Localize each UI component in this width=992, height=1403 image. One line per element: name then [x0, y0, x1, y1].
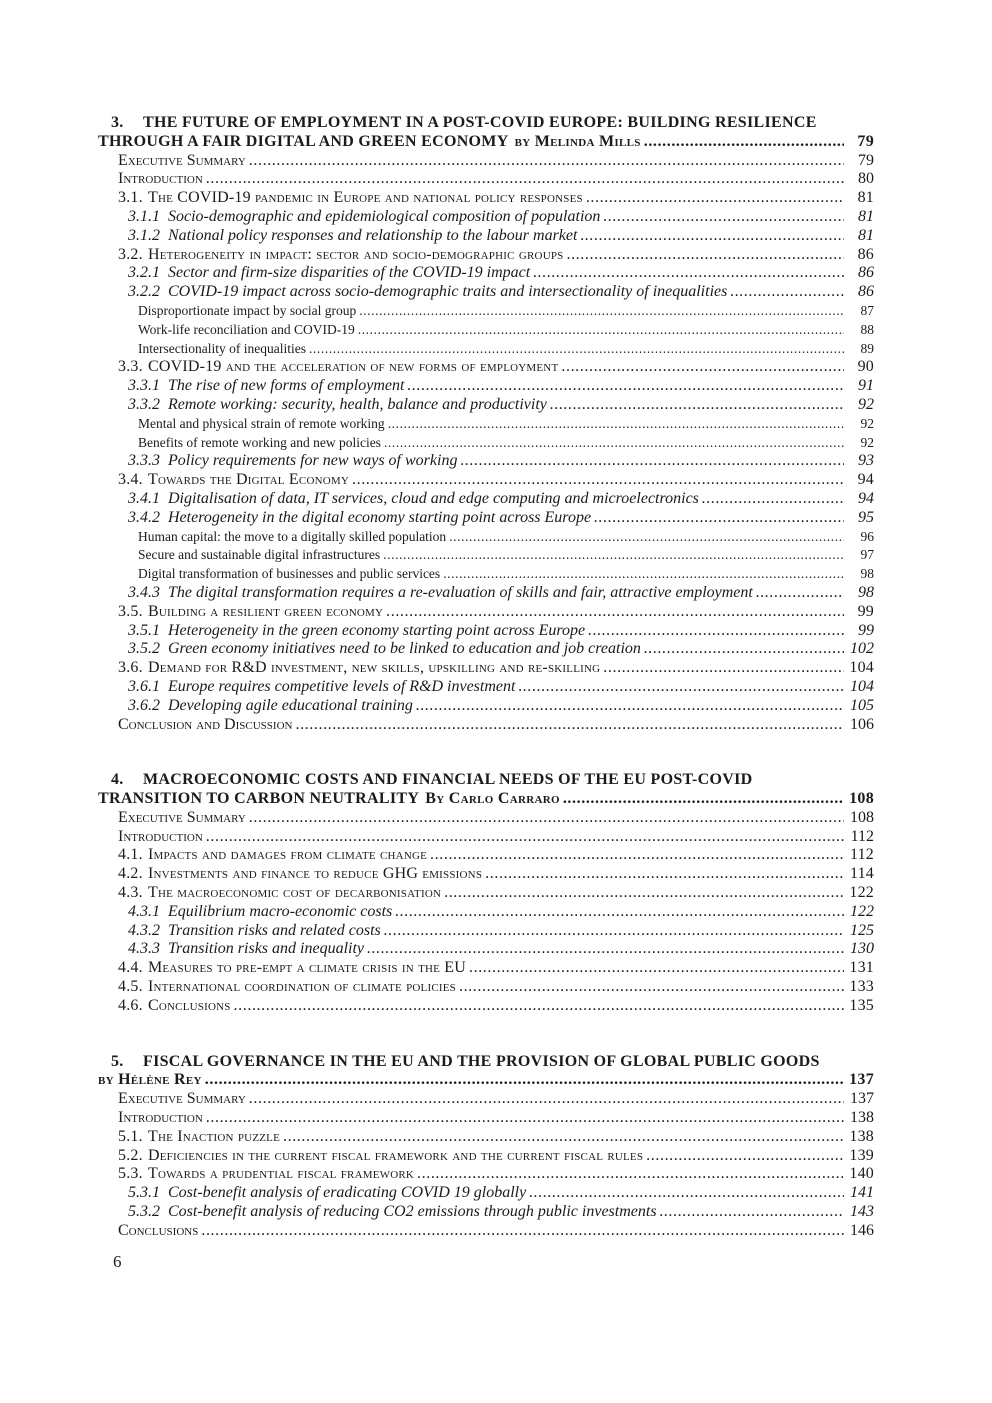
toc-entry[interactable] — [98, 959, 874, 978]
entry-page-number: 138 — [850, 1109, 874, 1127]
entry-page-number: 104 — [850, 677, 874, 695]
entry-number: 3.3.3 — [128, 452, 160, 470]
chapter-page-number: 137 — [849, 1071, 874, 1089]
entry-label: Digital transformation of businesses and public services — [138, 566, 441, 582]
dot-leader — [206, 170, 844, 189]
entry-label: Heterogeneity in the green economy starting point across Europe — [168, 621, 586, 639]
entry-number: 4.6. — [118, 996, 143, 1014]
entry-label: Policy requirements for new ways of working — [168, 452, 458, 470]
entry-number: 4.3.2 — [128, 921, 160, 939]
entry-page-number: 122 — [849, 884, 874, 902]
toc-entry[interactable] — [98, 321, 874, 340]
entry-number: 3.4. — [118, 471, 143, 489]
entry-page-number: 90 — [857, 358, 874, 376]
entry-number: 3.2.1 — [128, 264, 160, 282]
toc-entry[interactable] — [98, 846, 874, 865]
entry-page-number: 86 — [858, 264, 874, 282]
dot-leader — [295, 716, 844, 735]
entry-page-number: 122 — [850, 902, 874, 920]
dot-leader — [563, 790, 844, 809]
entry-number: 3.4.3 — [128, 583, 160, 601]
toc-entry[interactable] — [98, 452, 874, 471]
entry-number: 5.3. — [118, 1165, 143, 1183]
chapter-heading-line1[interactable] — [98, 1053, 874, 1072]
entry-page-number: 91 — [858, 377, 874, 395]
dot-leader — [417, 1165, 844, 1184]
dot-leader — [702, 490, 844, 509]
toc-entry[interactable] — [98, 264, 874, 283]
entry-label: Cost-benefit analysis of eradicating COVID 19 globally — [168, 1184, 527, 1202]
entry-label: Introduction — [118, 827, 203, 845]
dot-leader — [249, 1090, 844, 1109]
dot-leader — [395, 903, 844, 922]
dot-leader — [201, 1222, 844, 1241]
dot-leader — [206, 1109, 844, 1128]
entry-number: 3.1.2 — [128, 226, 160, 244]
toc-entry[interactable] — [98, 716, 874, 735]
chapter-byline: by Melinda Mills — [514, 132, 641, 150]
entry-label: Remote working: security, health, balance and productivity — [168, 395, 547, 413]
dot-leader — [644, 133, 844, 152]
entry-label: Heterogeneity in impact: sector and socio-demographic groups — [148, 245, 564, 263]
chapter-heading-line2[interactable] — [98, 1071, 874, 1090]
entry-label: Investments and finance to reduce GHG emissions — [148, 865, 483, 883]
entry-number: 3.3.1 — [128, 377, 160, 395]
table-of-contents — [98, 114, 874, 1241]
chapter-page-number: 79 — [857, 132, 874, 150]
toc-entry[interactable] — [98, 903, 874, 922]
entry-number: 3.4.2 — [128, 508, 160, 526]
toc-entry[interactable] — [98, 302, 874, 321]
entry-number: 3.2. — [118, 245, 143, 263]
entry-page-number: 108 — [850, 808, 874, 826]
toc-entry[interactable] — [98, 170, 874, 189]
toc-entry[interactable] — [98, 1222, 874, 1241]
entry-label: International coordination of climate policies — [148, 978, 456, 996]
entry-label: Work-life reconciliation and COVID-19 — [138, 321, 355, 337]
entry-page-number: 86 — [858, 283, 874, 301]
entry-label: Building a resilient green economy — [148, 602, 384, 620]
dot-leader — [485, 865, 844, 884]
chapter-title: MACROECONOMIC COSTS AND FINANCIAL NEEDS OF THE EU POST-COVID — [143, 771, 753, 789]
dot-leader — [283, 1128, 844, 1147]
entry-label: Towards the Digital Economy — [148, 471, 349, 489]
entry-page-number: 133 — [849, 978, 874, 996]
entry-page-number: 135 — [849, 996, 874, 1014]
dot-leader — [660, 1203, 844, 1222]
entry-label: Europe requires competitive levels of R&D investment — [168, 677, 516, 695]
toc-entry[interactable] — [98, 1147, 874, 1166]
toc-entry[interactable] — [98, 940, 874, 959]
dot-leader — [459, 978, 844, 997]
dot-leader — [384, 434, 844, 453]
entry-number: 4.5. — [118, 978, 143, 996]
toc-entry[interactable] — [98, 152, 874, 171]
entry-page-number: 97 — [860, 547, 874, 563]
entry-page-number: 104 — [849, 659, 874, 677]
entry-number: 3.2.2 — [128, 283, 160, 301]
chapter-heading-line1[interactable] — [98, 771, 874, 790]
toc-entry[interactable] — [98, 208, 874, 227]
entry-page-number: 94 — [857, 471, 874, 489]
entry-label: Mental and physical strain of remote working — [138, 415, 385, 431]
entry-page-number: 102 — [850, 640, 874, 658]
entry-page-number: 131 — [849, 959, 874, 977]
chapter-page-number: 108 — [849, 790, 874, 808]
entry-number: 3.5.2 — [128, 640, 160, 658]
entry-number: 5.2. — [118, 1146, 143, 1164]
dot-leader — [309, 340, 844, 359]
entry-page-number: 141 — [850, 1184, 874, 1202]
entry-page-number: 146 — [850, 1221, 874, 1239]
entry-label: Socio-demographic and epidemiological composition of population — [168, 207, 601, 225]
toc-entry[interactable] — [98, 396, 874, 415]
toc-entry[interactable] — [98, 1128, 874, 1147]
dot-leader — [566, 246, 844, 265]
dot-leader — [386, 603, 844, 622]
entry-number: 3.6. — [118, 659, 143, 677]
entry-number: 3.3. — [118, 358, 143, 376]
entry-label: Deficiencies in the current fiscal framework and the current fiscal rules — [148, 1146, 644, 1164]
toc-entry[interactable] — [98, 828, 874, 847]
chapter-byline: by Hélène Rey — [98, 1071, 202, 1089]
toc-entry[interactable] — [98, 978, 874, 997]
entry-label: The rise of new forms of employment — [168, 377, 405, 395]
toc-entry[interactable] — [98, 340, 874, 359]
entry-page-number: 81 — [858, 207, 874, 225]
entry-label: Introduction — [118, 170, 203, 188]
entry-label: Demand for R&D investment, new skills, upskilling and re-skilling — [148, 659, 601, 677]
entry-label: Benefits of remote working and new policies — [138, 434, 381, 450]
entry-page-number: 98 — [860, 566, 874, 582]
dot-leader — [430, 846, 844, 865]
entry-page-number: 80 — [858, 170, 874, 188]
entry-page-number: 98 — [858, 583, 874, 601]
toc-entry[interactable] — [98, 997, 874, 1016]
entry-page-number: 137 — [850, 1090, 874, 1108]
entry-label: Intersectionality of inequalities — [138, 340, 306, 356]
entry-label: Sector and firm-size disparities of the COVID-19 impact — [168, 264, 531, 282]
entry-page-number: 87 — [860, 302, 874, 318]
entry-number: 3.1.1 — [128, 207, 160, 225]
dot-leader — [249, 152, 844, 171]
entry-label: Impacts and damages from climate change — [148, 846, 428, 864]
entry-number: 4.4. — [118, 959, 143, 977]
entry-label: Transition risks and related costs — [168, 921, 381, 939]
toc-entry[interactable] — [98, 415, 874, 434]
footer-page-number: 6 — [113, 1252, 122, 1271]
entry-number: 5.1. — [118, 1127, 143, 1145]
toc-chapter-4 — [98, 771, 874, 1015]
entry-label: Disproportionate impact by social group — [138, 302, 357, 318]
entry-page-number: 143 — [850, 1203, 874, 1221]
chapter-title: THE FUTURE OF EMPLOYMENT IN A POST-COVID EUROPE: BUILDING RESILIENCE — [143, 114, 817, 131]
dot-leader — [580, 227, 844, 246]
entry-label: Human capital: the move to a digitally skilled population — [138, 528, 447, 544]
dot-leader — [561, 358, 844, 377]
toc-chapter-5 — [98, 1053, 874, 1241]
dot-leader — [359, 302, 844, 321]
entry-label: Conclusion and Discussion — [118, 715, 293, 733]
entry-number: 3.4.1 — [128, 489, 160, 507]
dot-leader — [603, 659, 844, 678]
dot-leader — [249, 809, 844, 828]
toc-entry[interactable] — [98, 584, 874, 603]
entry-label: Executive Summary — [118, 808, 246, 826]
entry-label: The macroeconomic cost of decarbonisation — [148, 884, 442, 902]
dot-leader — [383, 546, 844, 565]
toc-entry[interactable] — [98, 603, 874, 622]
chapter-number: 3. — [111, 114, 124, 131]
entry-page-number: 81 — [857, 189, 874, 207]
entry-page-number: 105 — [850, 696, 874, 714]
toc-entry[interactable] — [98, 528, 874, 547]
entry-page-number: 139 — [849, 1146, 874, 1164]
entry-number: 4.3.1 — [128, 902, 160, 920]
toc-entry[interactable] — [98, 1184, 874, 1203]
entry-page-number: 99 — [858, 621, 874, 639]
entry-label: Measures to pre-empt a climate crisis in the EU — [148, 959, 466, 977]
entry-page-number: 89 — [860, 340, 874, 356]
chapter-heading-line2[interactable] — [98, 133, 874, 152]
entry-page-number: 99 — [857, 602, 874, 620]
entry-label: Green economy initiatives need to be linked to education and job creation — [168, 640, 641, 658]
entry-page-number: 94 — [858, 489, 874, 507]
dot-leader — [730, 283, 844, 302]
entry-number: 5.3.1 — [128, 1184, 160, 1202]
dot-leader — [646, 1147, 844, 1166]
toc-entry[interactable] — [98, 1109, 874, 1128]
entry-label: Introduction — [118, 1109, 203, 1127]
chapter-number: 5. — [111, 1052, 124, 1070]
toc-entry[interactable] — [98, 283, 874, 302]
entry-label: Towards a prudential fiscal framework — [148, 1165, 415, 1183]
entry-page-number: 92 — [858, 395, 874, 413]
dot-leader — [358, 321, 844, 340]
entry-page-number: 96 — [860, 528, 874, 544]
entry-page-number: 92 — [860, 415, 874, 431]
dot-leader — [407, 377, 844, 396]
entry-number: 3.6.2 — [128, 696, 160, 714]
chapter-heading-line2[interactable] — [98, 790, 874, 809]
dot-leader — [367, 940, 844, 959]
dot-leader — [205, 1071, 844, 1090]
dot-leader — [443, 565, 844, 584]
entry-page-number: 93 — [858, 452, 874, 470]
entry-page-number: 112 — [849, 846, 874, 864]
toc-entry[interactable] — [98, 622, 874, 641]
dot-leader — [644, 640, 844, 659]
entry-label: Equilibrium macro-economic costs — [168, 902, 393, 920]
dot-leader — [603, 208, 844, 227]
entry-number: 3.1. — [118, 189, 143, 207]
dot-leader — [416, 697, 844, 716]
entry-label: Conclusions — [148, 996, 231, 1014]
entry-label: The digital transformation requires a re-evaluation of skills and fair, attractive employment — [168, 583, 753, 601]
dot-leader — [384, 922, 844, 941]
toc-entry[interactable] — [98, 922, 874, 941]
toc-entry[interactable] — [98, 189, 874, 208]
chapter-title-continued: TRANSITION TO CARBON NEUTRALITY — [98, 790, 420, 808]
entry-number: 3.3.2 — [128, 395, 160, 413]
entry-label: COVID-19 impact across socio-demographic traits and intersectionality of inequalities — [168, 283, 728, 301]
chapter-number: 4. — [111, 771, 124, 789]
dot-leader — [388, 415, 844, 434]
entry-label: Conclusions — [118, 1221, 199, 1239]
entry-number: 4.3.3 — [128, 940, 160, 958]
entry-page-number: 81 — [858, 226, 874, 244]
entry-label: Heterogeneity in the digital economy starting point across Europe — [168, 508, 592, 526]
dot-leader — [529, 1184, 844, 1203]
entry-page-number: 92 — [860, 434, 874, 450]
chapter-title-continued: THROUGH A FAIR DIGITAL AND GREEN ECONOMY — [98, 132, 509, 150]
toc-entry[interactable] — [98, 697, 874, 716]
entry-number: 5.3.2 — [128, 1203, 160, 1221]
entry-page-number: 106 — [850, 715, 874, 733]
dot-leader — [550, 396, 844, 415]
dot-leader — [234, 997, 844, 1016]
toc-entry[interactable] — [98, 809, 874, 828]
entry-page-number: 140 — [849, 1165, 874, 1183]
entry-page-number: 138 — [849, 1127, 874, 1145]
entry-label: Executive Summary — [118, 151, 246, 169]
dot-leader — [449, 528, 844, 547]
toc-entry[interactable] — [98, 884, 874, 903]
entry-page-number: 88 — [860, 321, 874, 337]
dot-leader — [469, 959, 844, 978]
entry-label: Secure and sustainable digital infrastructures — [138, 547, 381, 563]
toc-entry[interactable] — [98, 865, 874, 884]
toc-entry[interactable] — [98, 640, 874, 659]
entry-number: 3.5.1 — [128, 621, 160, 639]
entry-page-number: 125 — [850, 921, 874, 939]
dot-leader — [756, 584, 844, 603]
entry-label: Developing agile educational training — [168, 696, 413, 714]
entry-label: Cost-benefit analysis of reducing CO2 emissions through public investments — [168, 1203, 657, 1221]
entry-page-number: 79 — [858, 151, 874, 169]
entry-page-number: 95 — [858, 508, 874, 526]
dot-leader — [206, 828, 844, 847]
entry-label: The Inaction puzzle — [148, 1127, 280, 1145]
dot-leader — [352, 471, 844, 490]
dot-leader — [444, 884, 844, 903]
toc-entry[interactable] — [98, 678, 874, 697]
toc-entry[interactable] — [98, 509, 874, 528]
dot-leader — [533, 264, 844, 283]
entry-page-number: 114 — [849, 865, 874, 883]
dot-leader — [586, 189, 844, 208]
entry-number: 4.3. — [118, 884, 143, 902]
dot-leader — [594, 509, 844, 528]
chapter-title: FISCAL GOVERNANCE IN THE EU AND THE PROVISION OF GLOBAL PUBLIC GOODS — [143, 1052, 820, 1070]
toc-entry[interactable] — [98, 565, 874, 584]
chapter-byline: By Carlo Carraro — [425, 790, 560, 808]
toc-entry[interactable] — [98, 1203, 874, 1222]
entry-page-number: 112 — [850, 827, 874, 845]
chapter-heading-line1[interactable] — [98, 114, 874, 133]
toc-entry[interactable] — [98, 490, 874, 509]
toc-entry[interactable] — [98, 358, 874, 377]
dot-leader — [460, 452, 844, 471]
toc-entry[interactable] — [98, 434, 874, 453]
entry-label: National policy responses and relationship to the labour market — [168, 226, 578, 244]
entry-number: 4.2. — [118, 865, 143, 883]
toc-entry[interactable] — [98, 377, 874, 396]
entry-number: 4.1. — [118, 846, 143, 864]
entry-label: COVID-19 and the acceleration of new forms of employment — [148, 358, 559, 376]
toc-entry[interactable] — [98, 227, 874, 246]
entry-label: Transition risks and inequality — [168, 940, 365, 958]
entry-page-number: 130 — [850, 940, 874, 958]
toc-entry[interactable] — [98, 471, 874, 490]
entry-page-number: 86 — [857, 245, 874, 263]
entry-number: 3.5. — [118, 602, 143, 620]
dot-leader — [588, 622, 844, 641]
entry-label: Digitalisation of data, IT services, cloud and edge computing and microelectronics — [168, 489, 699, 507]
toc-entry[interactable] — [98, 1090, 874, 1109]
toc-entry[interactable] — [98, 1165, 874, 1184]
toc-entry[interactable] — [98, 546, 874, 565]
toc-chapter-3 — [98, 114, 874, 734]
entry-number: 3.6.1 — [128, 677, 160, 695]
toc-entry[interactable] — [98, 246, 874, 265]
dot-leader — [518, 678, 844, 697]
toc-entry[interactable] — [98, 659, 874, 678]
entry-label: The COVID-19 pandemic in Europe and national policy responses — [148, 189, 583, 207]
entry-label: Executive Summary — [118, 1090, 246, 1108]
